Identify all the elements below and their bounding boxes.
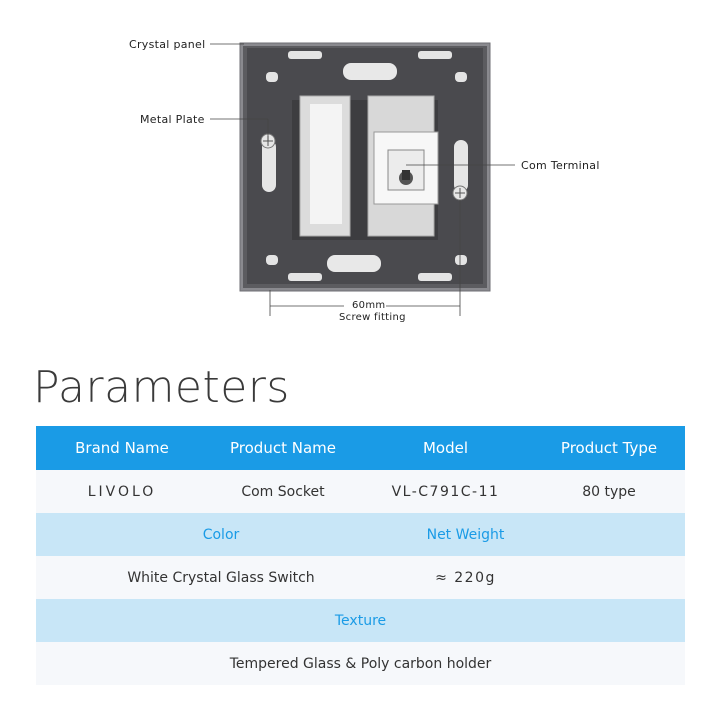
socket-diagram — [0, 0, 720, 340]
slot-right — [454, 140, 468, 192]
color-value: White Crystal Glass Switch — [127, 569, 315, 586]
dimension-label: Screw fitting — [339, 312, 406, 323]
header-product-name: Product Name — [230, 439, 336, 457]
dimension-value: 60mm — [352, 300, 386, 311]
slot-bottom — [327, 255, 381, 272]
product-name-value: Com Socket — [241, 483, 325, 500]
table-row — [36, 513, 685, 556]
callout-crystal-panel: Crystal panel — [129, 38, 206, 51]
table-row — [36, 599, 685, 642]
slot-top — [343, 63, 397, 80]
table-row — [36, 556, 685, 599]
texture-value: Tempered Glass & Poly carbon holder — [229, 655, 492, 672]
net-weight-value: ≈ 220g — [435, 569, 496, 586]
screw-right — [453, 186, 467, 200]
parameters-title: Parameters — [33, 362, 290, 413]
header-brand-name: Brand Name — [75, 439, 169, 457]
table-header-row — [36, 426, 685, 470]
texture-label: Texture — [334, 612, 387, 629]
color-label: Color — [202, 526, 240, 543]
callout-com-terminal: Com Terminal — [521, 159, 600, 172]
product-type-value: 80 type — [582, 483, 636, 500]
callout-metal-plate: Metal Plate — [140, 113, 205, 126]
brand-name-value: LIVOLO — [87, 483, 157, 500]
table-row — [36, 642, 685, 685]
table-row — [36, 470, 685, 513]
header-model: Model — [422, 439, 469, 457]
parameters-table — [36, 426, 685, 685]
model-value: VL-C791C-11 — [391, 483, 500, 500]
net-weight-label: Net Weight — [426, 526, 505, 543]
header-product-type: Product Type — [560, 439, 658, 457]
